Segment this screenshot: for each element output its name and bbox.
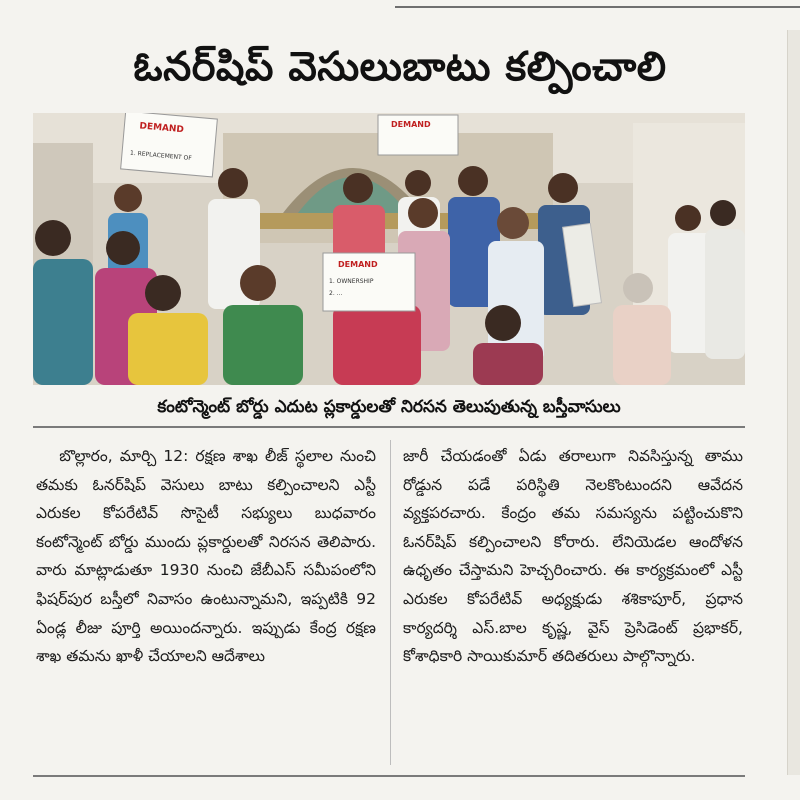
article-column-left	[36, 442, 376, 671]
headline: ఓనర్‌షిప్ వెసులుబాటు కల్పించాలి	[133, 44, 667, 90]
bottom-rule	[33, 775, 745, 777]
protest-photo-illustration	[33, 113, 745, 385]
article-text-left: బొల్లారం, మార్చి 12: రక్షణ శాఖ లీజ్ స్థలాల నుంచి తమకు ఓనర్‌షిప్ వెసులు బాటు కల్పించాలని ఎస్టీ ఎరుకల కోపరేటివ్ సొసైటీ సభ్యులు బుధవారం కంటోన్మెంట్ బోర్డు ముందు ప్లకార్డులతో నిరసన తెలిపారు. వారు మాట్లాడుతూ 1930 నుంచి జేబీఎస్ సమీపంలోని ఫిషర్‌పుర బస్తీలో నివాసం ఉంటున్నామని, ఇప్పటికి 92 ఏండ్ల లీజు పూర్తి అయిందన్నారు. ఇప్పుడు కేంద్ర రక్షణ శాఖ తమను ఖాళీ చేయాలని ఆదేశాలు	[36, 447, 376, 666]
placard-3-line-2: 2. ...	[329, 290, 343, 297]
placard-2-title: DEMAND	[391, 120, 431, 129]
placard-2	[378, 115, 458, 155]
placard-1	[121, 113, 218, 177]
adjacent-column-edge	[787, 30, 800, 775]
placard-3-title: DEMAND	[338, 260, 378, 269]
photo-caption: కంటోన్మెంట్ బోర్డు ఎదుట ప్లకార్డులతో నిరసన తెలుపుతున్న బస్తీవాసులు	[157, 397, 621, 417]
caption-rule	[33, 426, 745, 428]
top-rule	[395, 6, 800, 8]
placard-1-line-1: 1. REPLACEMENT OF	[129, 149, 192, 163]
article-column-right	[403, 442, 743, 671]
article-text-right: జారీ చేయడంతో ఏడు తరాలుగా నివసిస్తున్న తాము రోడ్డున పడే పరిస్థితి నెలకొంటుందని ఆవేదన వ్యక్తపరచారు. కేంద్రం తమ సమస్యను పట్టించుకొని ఓనర్‌షిప్ కల్పించాలని కోరారు. లేనియెడల ఆందోళన ఉధృతం చేస్తామని హెచ్చరించారు. ఈ కార్యక్రమంలో ఎస్టీ ఎరుకల కోపరేటివ్ అధ్యక్షుడు శశికాపూర్, ప్రధాన కార్యదర్శి ఎస్.బాల కృష్ణ, వైస్ ప్రెసిడెంట్ ప్రభాకర్, కోశాధికారి సాయికుమార్ తదితరులు పాల్గొన్నారు.	[403, 447, 743, 666]
column-divider	[390, 440, 391, 765]
placard-3	[323, 253, 415, 311]
placard-1-title: DEMAND	[138, 121, 185, 136]
placard-3-line-1: 1. OWNERSHIP	[329, 278, 374, 285]
protest-photo	[33, 113, 745, 385]
